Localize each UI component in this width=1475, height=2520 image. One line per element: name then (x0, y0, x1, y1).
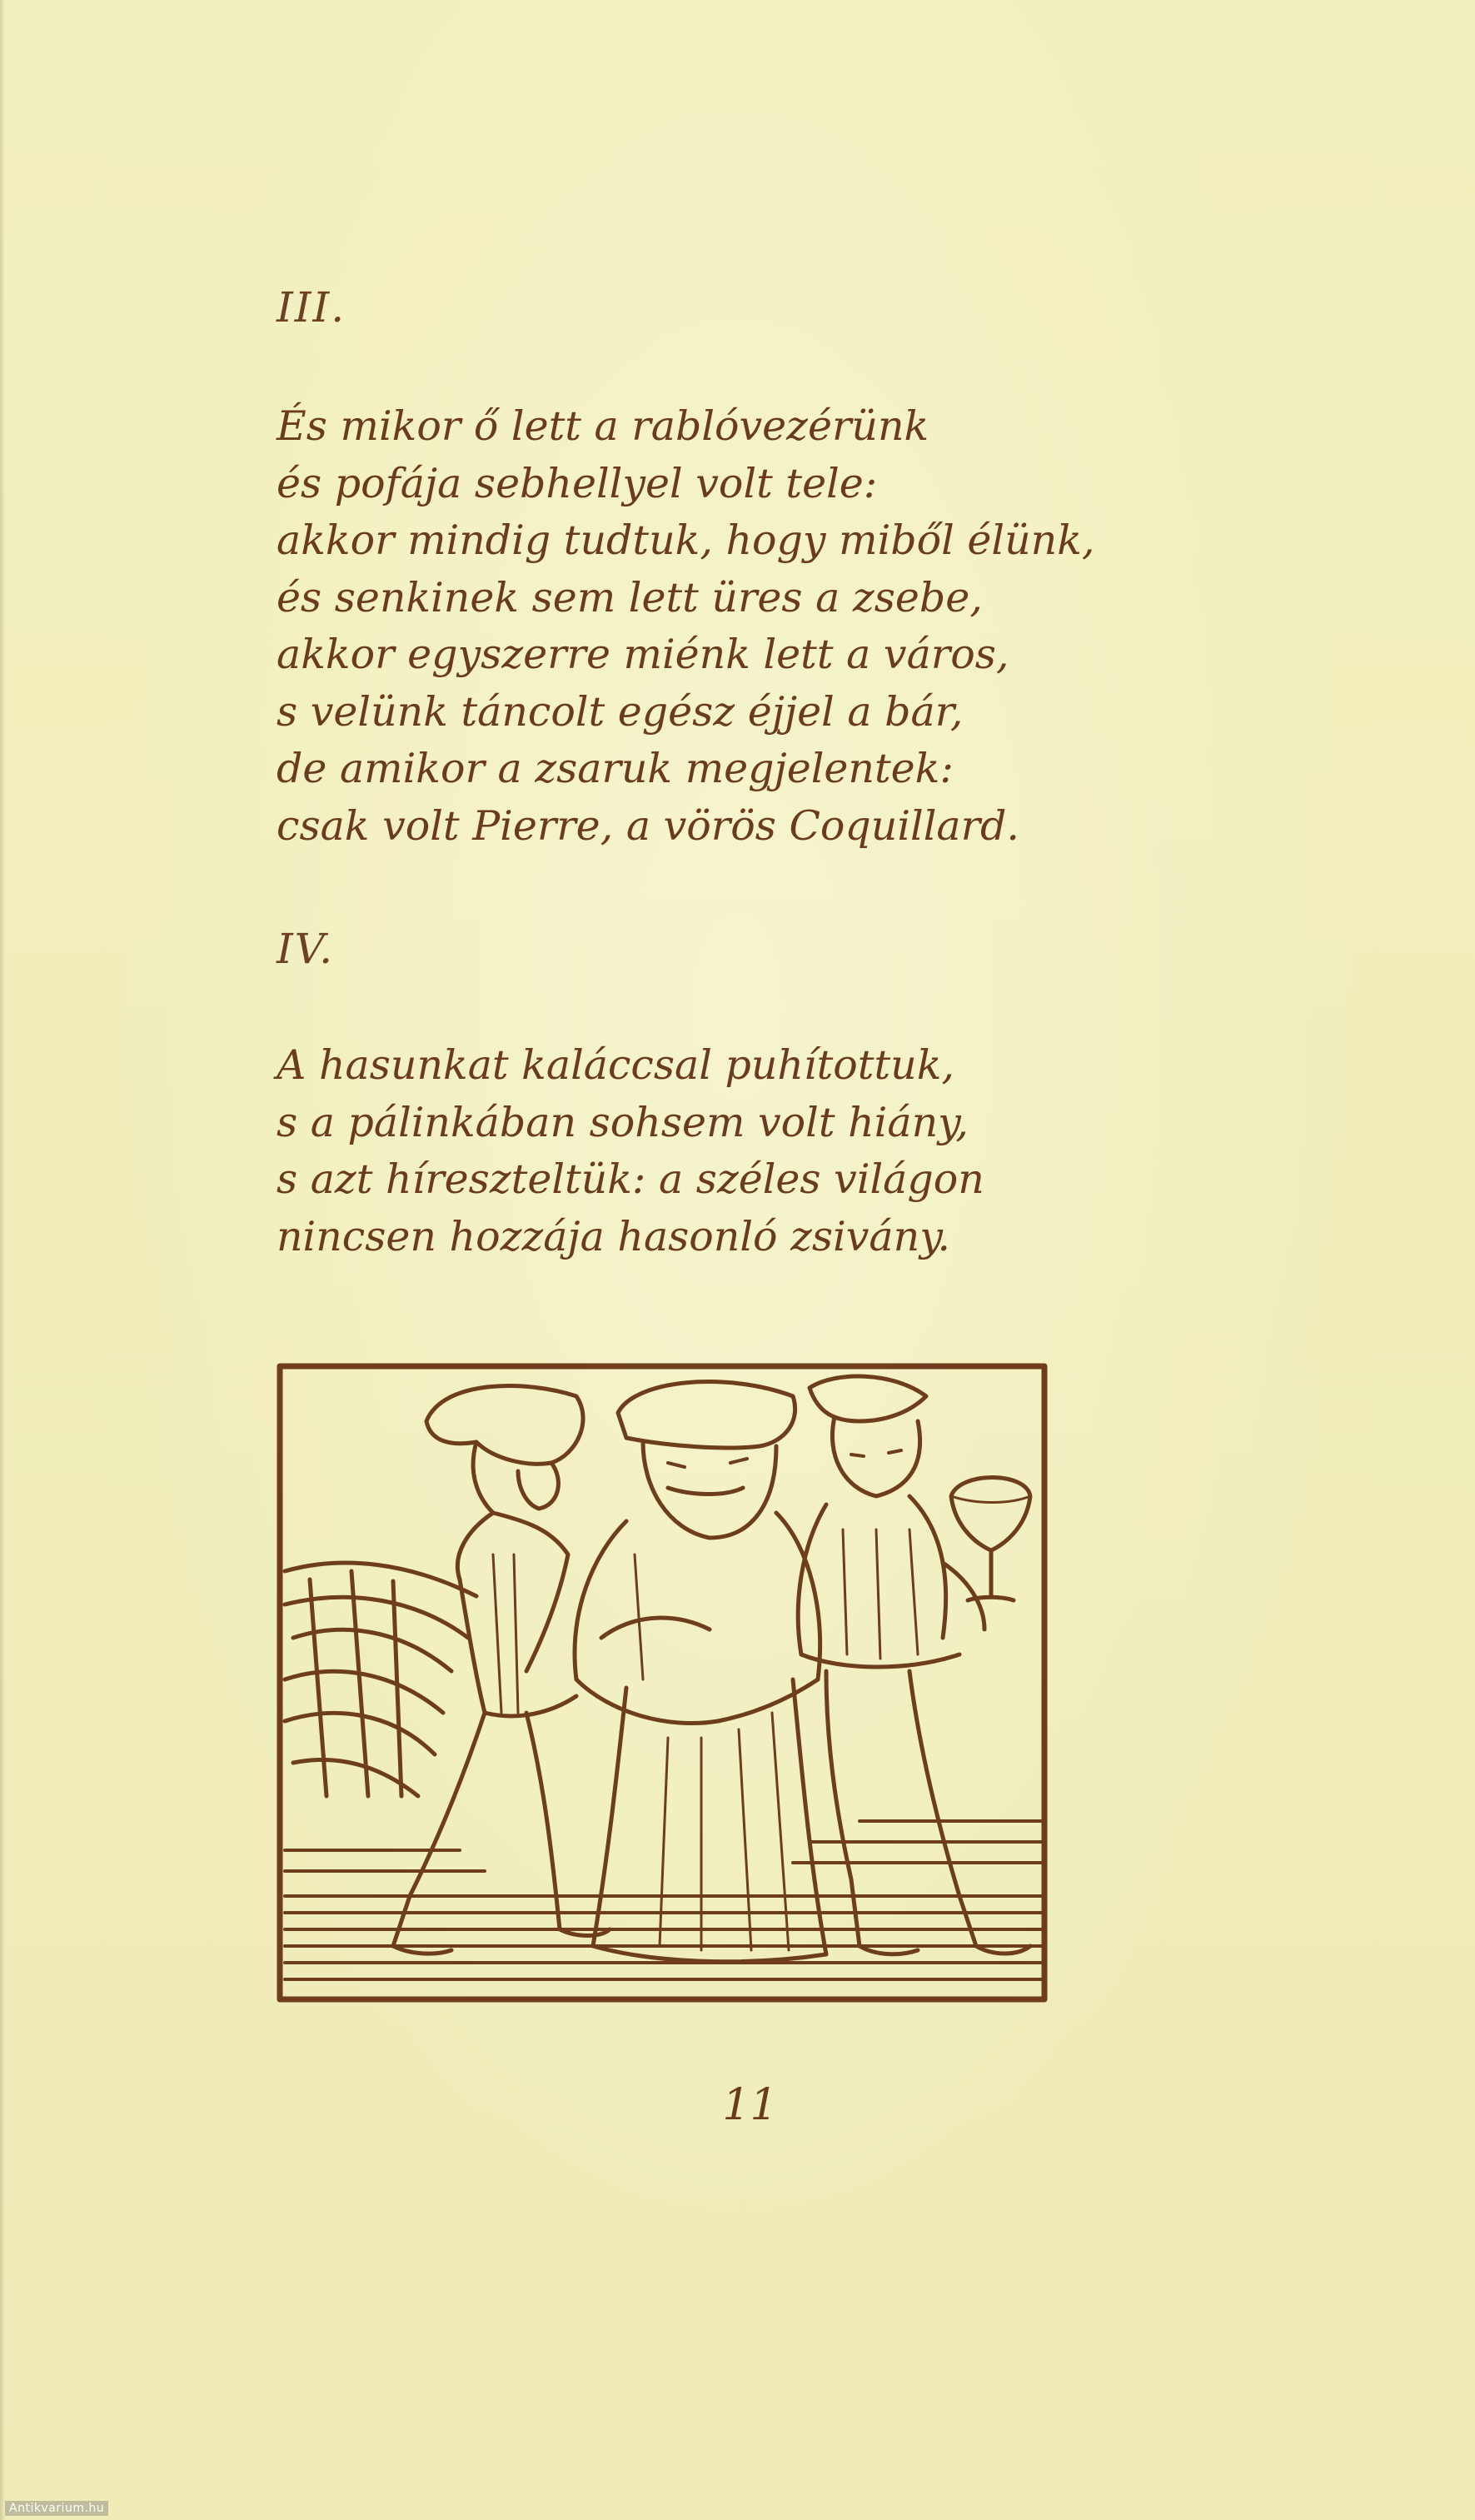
figure-right-with-goblet (798, 1376, 1030, 1954)
stanza-iii-verse (277, 398, 1109, 855)
watermark: Antikvarium.hu (5, 2501, 108, 2516)
stanza-heading-iii: III. (277, 283, 346, 332)
verse-line: és senkinek sem lett üres a zsebe, (277, 573, 983, 621)
woodcut-illustration (277, 1363, 1048, 2003)
page-gutter-shadow (0, 0, 5, 2520)
stanza-iv-verse (277, 1037, 1109, 1265)
page-number: 11 (722, 2080, 778, 2130)
verse-line: akkor mindig tudtuk, hogy miből élünk, (277, 516, 1095, 564)
verse-line: s a pálinkában sohsem volt hiány, (277, 1098, 969, 1146)
verse-line: csak volt Pierre, a vörös Coquillard. (277, 801, 1019, 850)
verse-line: de amikor a zsaruk megjelentek: (277, 745, 954, 792)
verse-line: s velünk táncolt egész éjjel a bár, (277, 687, 964, 736)
stanza-heading-iv: IV. (277, 925, 335, 973)
verse-line: És mikor ő lett a rablóvezérünk (277, 402, 929, 450)
background-tents (285, 1563, 476, 1796)
verse-line: A hasunkat kaláccsal puhítottuk, (277, 1041, 955, 1089)
verse-line: s azt híreszteltük: a széles világon (277, 1155, 984, 1203)
verse-line: és pofája sebhellyel volt tele: (277, 459, 878, 507)
verse-line: nincsen hozzája hasonló zsivány. (277, 1212, 950, 1260)
verse-line: akkor egyszerre miénk lett a város, (277, 631, 1009, 678)
figure-center-elder (575, 1382, 826, 1962)
